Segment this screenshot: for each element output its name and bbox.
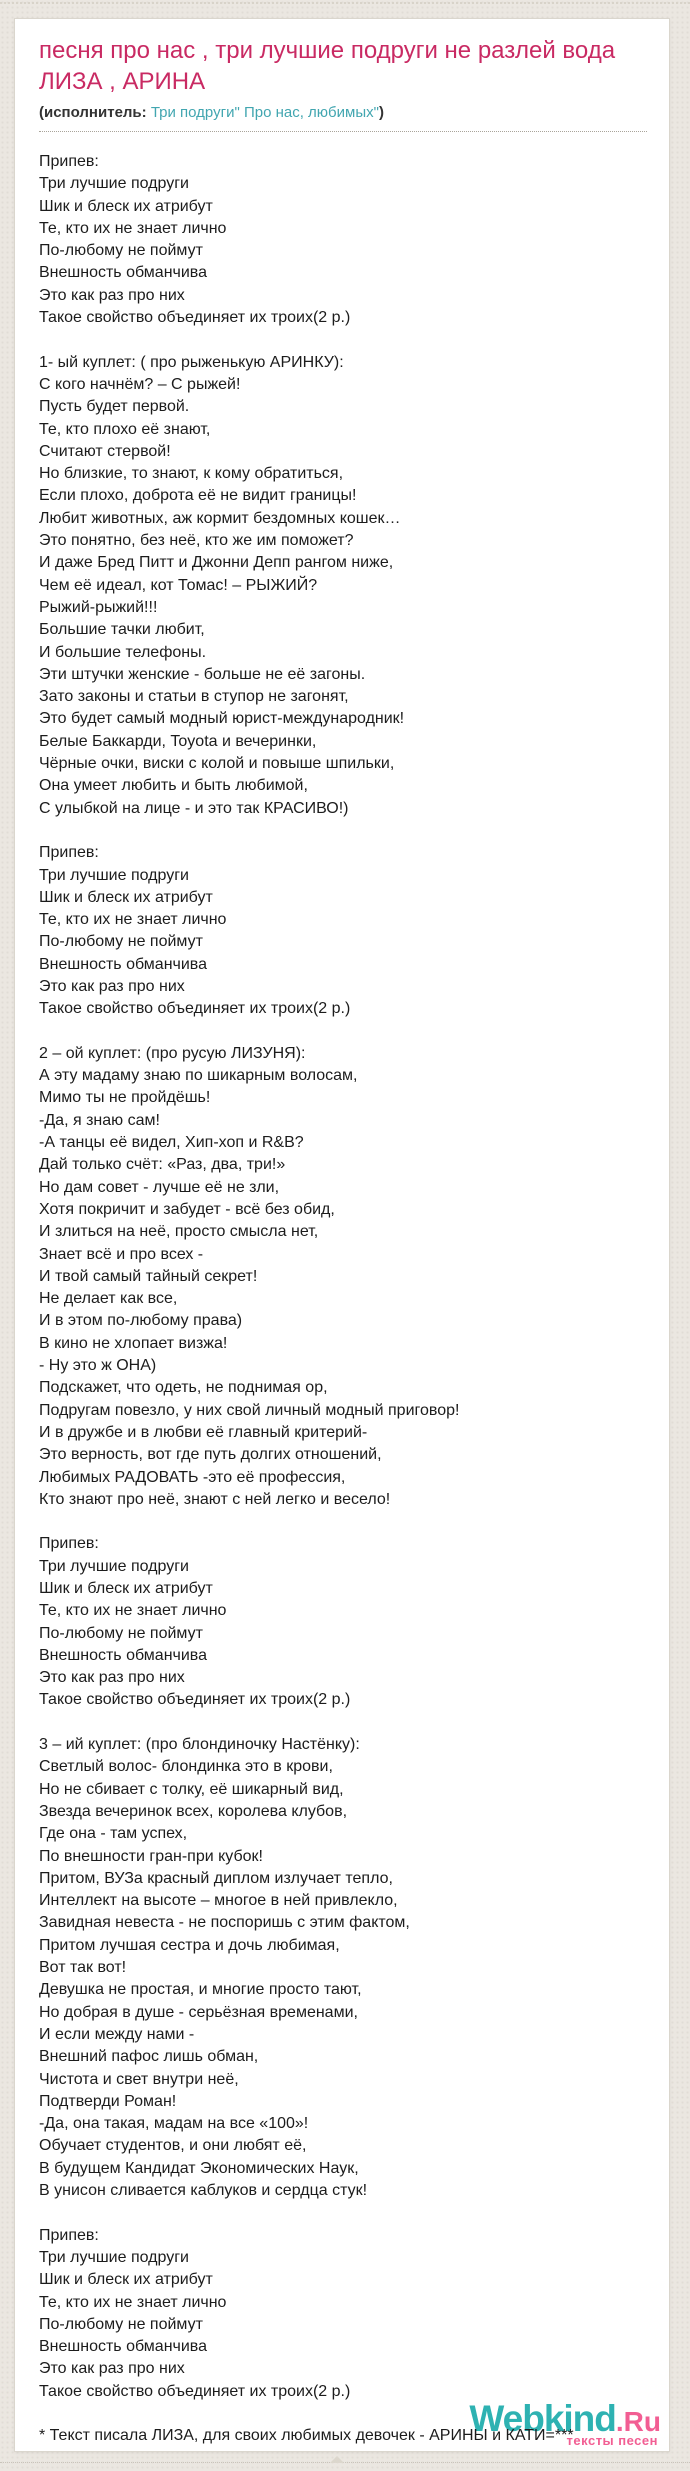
lyric-line: Притом лучшая сестра и дочь любимая, [39, 1936, 340, 1954]
lyric-line: Но дам совет - лучше её не зли, [39, 1178, 280, 1196]
lyric-line: Это как раз про них [39, 286, 185, 304]
lyric-line: Но близкие, то знают, к кому обратиться, [39, 465, 344, 483]
lyric-line: Те, кто их не знает лично [39, 219, 227, 237]
lyric-line: Хотя покричит и забудет - всё без обид, [39, 1200, 335, 1218]
lyric-line: - Ну это ж ОНА) [39, 1357, 157, 1375]
lyric-line: Считают стервой! [39, 442, 171, 460]
lyric-line: Мимо ты не пройдёшь! [39, 1089, 211, 1107]
lyric-line: Припев: [39, 153, 99, 170]
lyric-line [39, 820, 647, 842]
lyric-line: И большие телефоны. [39, 643, 207, 661]
lyric-line: Дай только счёт: «Раз, два, три!» [39, 1156, 286, 1174]
page-title: песня про нас , три лучшие подруги не разлей вода ЛИЗА , АРИНА [39, 37, 616, 95]
lyric-line: И твой самый тайный секрет! [39, 1267, 258, 1285]
lyric-line: По-любому не поймут [39, 1624, 203, 1642]
webkind-logo-brand: Webkind [469, 2398, 616, 2439]
lyric-line: Три лучшие подруги [39, 866, 189, 884]
lyrics-text [39, 151, 647, 2425]
lyric-line: Эти штучки женские - больше не её загоны. [39, 665, 366, 683]
lyric-line: Шик и блеск их атрибут [39, 1580, 213, 1597]
lyric-line: Притом, ВУЗа красный диплом излучает тепло, [39, 1869, 393, 1887]
lyric-line [39, 1712, 647, 1734]
lyric-line: Шик и блеск их атрибут [39, 197, 213, 215]
lyric-line: С кого начнём? – С рыжей! [39, 375, 241, 393]
lyric-line: Те, кто их не знает лично [39, 1602, 227, 1620]
lyric-line: Зато законы и статьи в ступор не загонят, [39, 688, 349, 706]
artist-line [39, 103, 647, 132]
lyric-line: Три лучшие подруги [39, 1557, 189, 1575]
lyric-line: В кино не хлопает визжа! [39, 1334, 228, 1352]
lyric-line: Внешность обманчива [39, 2338, 208, 2356]
lyric-line: Подругам повезло, у них свой личный модный приговор! [39, 1401, 460, 1419]
lyric-line: Интеллект на высоте – многое в ней привлекло, [39, 1892, 398, 1910]
lyric-line: Подтверди Роман! [39, 2092, 177, 2110]
artist-close-paren: ) [378, 104, 384, 121]
lyric-line: По-любому не поймут [39, 242, 203, 260]
top-dotted-border [0, 2, 690, 4]
lyric-line: Это как раз про них [39, 2360, 185, 2378]
lyric-line: Это как раз про них [39, 1669, 185, 1687]
lyric-line: Припев: [39, 844, 99, 862]
lyric-line: Чистота и свет внутри неё, [39, 2070, 239, 2088]
lyric-line: Такое свойство объединяет их троих(2 р.) [39, 1691, 351, 1709]
lyric-line: Вот так вот! [39, 1959, 127, 1977]
lyric-line: Три лучшие подруги [39, 175, 189, 193]
lyric-line: В унисон сливается каблуков и сердца стук! [39, 2182, 368, 2200]
lyric-line: Девушка не простая, и многие просто тают, [39, 1981, 362, 1999]
lyric-line: Чем её идеал, кот Томас! – РЫЖИЙ? [39, 576, 318, 594]
lyric-line: Это верность, вот где путь долгих отношений, [39, 1446, 382, 1464]
lyric-line: -А танцы её видел, Хип-хоп и R&B? [39, 1134, 304, 1152]
lyric-line: Те, кто их не знает лично [39, 2293, 227, 2311]
lyric-line: Кто знают про неё, знают с ней легко и весело! [39, 1490, 391, 1508]
lyric-line: -Да, я знаю сам! [39, 1111, 160, 1129]
lyric-line: Она умеет любить и быть любимой, [39, 777, 308, 795]
lyric-line: По внешности гран-при кубок! [39, 1847, 263, 1865]
lyric-line: Такое свойство объединяет их троих(2 р.) [39, 1000, 351, 1018]
lyric-line: Те, кто плохо её знают, [39, 420, 211, 438]
lyric-line: Завидная невеста - не поспоришь с этим фактом, [39, 1914, 410, 1932]
lyric-line: И злиться на неё, просто смысла нет, [39, 1223, 319, 1241]
lyric-line [39, 2202, 647, 2224]
footer-note: * Текст писала ЛИЗА, для своих любимых девочек - АРИНЫ и КАТИ=*** [39, 2427, 574, 2445]
lyric-line: Если плохо, доброта её не видит границы! [39, 487, 357, 505]
lyric-line: Чёрные очки, виски с колой и повыше шпильки, [39, 755, 395, 773]
lyric-line: А эту мадаму знаю по шикарным волосам, [39, 1067, 358, 1085]
lyric-line: Это будет самый модный юрист-международник! [39, 710, 405, 728]
lyrics-card [14, 18, 670, 2452]
lyric-line: Такое свойство объединяет их троих(2 р.) [39, 309, 351, 327]
lyric-line: Это понятно, без неё, кто же им поможет? [39, 532, 354, 550]
lyric-line [39, 329, 647, 351]
lyric-line: Большие тачки любит, [39, 621, 205, 639]
lyric-line: Шик и блеск их атрибут [39, 2271, 213, 2289]
lyric-line: Любимых РАДОВАТЬ -это её профессия, [39, 1468, 346, 1486]
lyric-line: Знает всё и про всех - [39, 1245, 204, 1263]
lyric-line: Звезда вечеринок всех, королева клубов, [39, 1802, 348, 1820]
lyric-line: И в этом по-любому права) [39, 1312, 243, 1330]
bottom-dotted-border [0, 2462, 690, 2463]
lyric-line: Подскажет, что одеть, не поднимая ор, [39, 1379, 328, 1397]
lyric-line: Но добрая в душе - серьёзная временами, [39, 2003, 358, 2021]
lyric-line: Такое свойство объединяет их троих(2 р.) [39, 2382, 351, 2400]
webkind-logo-tagline: тексты песен [566, 2433, 658, 2448]
lyric-line: Обучает студентов, и они любят её, [39, 2137, 307, 2155]
lyric-line: По-любому не поймут [39, 2315, 203, 2333]
lyric-line: В будущем Кандидат Экономических Наук, [39, 2159, 359, 2177]
lyric-line: Внешность обманчива [39, 955, 208, 973]
lyric-line: С улыбкой на лице - и это так КРАСИВО!) [39, 799, 349, 817]
lyric-line: Три лучшие подруги [39, 2248, 189, 2266]
lyric-line: И если между нами - [39, 2025, 195, 2043]
lyric-line: Те, кто их не знает лично [39, 911, 227, 929]
artist-link-song[interactable]: Про нас, любимых" [243, 104, 379, 121]
lyric-line: Припев: [39, 1535, 99, 1553]
lyric-line: По-любому не поймут [39, 933, 203, 951]
lyric-line: И в дружбе и в любви её главный критерий- [39, 1423, 368, 1441]
lyric-line: Внешний пафос лишь обман, [39, 2048, 259, 2066]
lyric-line: Но не сбивает с толку, её шикарный вид, [39, 1780, 344, 1798]
lyric-line: Белые Баккарди, Toyota и вечеринки, [39, 732, 317, 750]
lyric-line: -Да, она такая, мадам на все «100»! [39, 2115, 309, 2133]
artist-link-group[interactable]: Три подруги" [150, 104, 240, 121]
lyric-line: Внешность обманчива [39, 264, 208, 282]
lyric-line [39, 1021, 647, 1043]
lyric-line: Где она - там успех, [39, 1825, 188, 1843]
lyric-line: 1- ый куплет: ( про рыженькую АРИНКУ): [39, 353, 344, 371]
lyric-line: 2 – ой куплет: (про русую ЛИЗУНЯ): [39, 1044, 306, 1062]
lyric-line: Светлый волос- блондинка это в крови, [39, 1758, 333, 1776]
lyric-line: Пусть будет первой. [39, 398, 190, 416]
lyric-line: Внешность обманчива [39, 1646, 208, 1664]
lyric-line: 3 – ий куплет: (про блондиночку Настёнку): [39, 1736, 360, 1754]
lyric-line: Не делает как все, [39, 1290, 178, 1308]
webkind-logo-suffix: .Ru [615, 2406, 661, 2437]
lyric-line: Рыжий-рыжий!!! [39, 598, 158, 616]
lyric-line: Любит животных, аж кормит бездомных кошек… [39, 509, 401, 527]
lyric-line: И даже Бред Питт и Джонни Депп рангом ниже, [39, 554, 394, 572]
lyric-line: Припев: [39, 2226, 99, 2244]
artist-label: (исполнитель: [39, 104, 147, 121]
lyric-line [39, 1511, 647, 1533]
lyric-line: Шик и блеск их атрибут [39, 888, 213, 906]
lyric-line: Это как раз про них [39, 977, 185, 995]
